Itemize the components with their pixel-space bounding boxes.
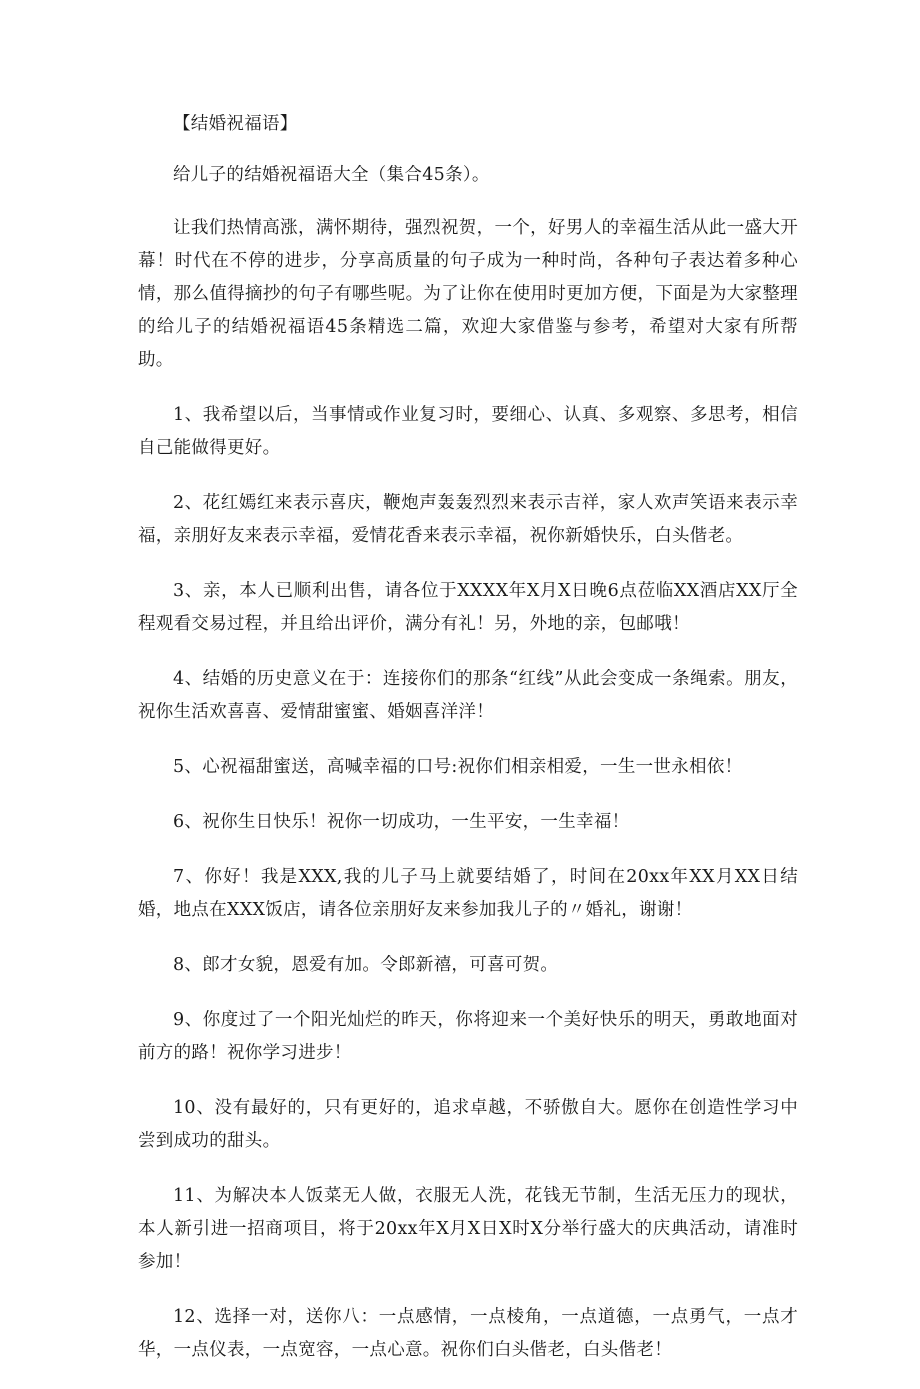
document-page xyxy=(138,108,798,1389)
list-item-9: 9、你度过了一个阳光灿烂的昨天，你将迎来一个美好快乐的明天，勇敢地面对前方的路！祝你学习进步！ xyxy=(138,1010,798,1063)
document-heading: 【结婚祝福语】 xyxy=(173,114,298,134)
list-item-1: 1、我希望以后，当事情或作业复习时，要细心、认真、多观察、多思考，相信自己能做得更好。 xyxy=(138,405,798,458)
list-item-7: 7、你好！我是XXX,我的儿子马上就要结婚了，时间在20xx年XX月XX日结婚，地点在XXX饭店，请各位亲朋好友来参加我儿子的〃婚礼，谢谢！ xyxy=(138,867,798,920)
list-item-11: 11、为解决本人饭菜无人做，衣服无人洗，花钱无节制，生活无压力的现状，本人新引进一招商项目，将于20xx年X月X日X时X分举行盛大的庆典活动，请准时参加！ xyxy=(138,1186,798,1272)
list-item-3: 3、亲，本人已顺利出售，请各位于XXXX年X月X日晚6点莅临XX酒店XX厅全程观看交易过程，并且给出评价，满分有礼！另，外地的亲，包邮哦！ xyxy=(138,581,798,634)
list-item-10: 10、没有最好的，只有更好的，追求卓越，不骄傲自大。愿你在创造性学习中尝到成功的甜头。 xyxy=(138,1098,798,1151)
document-subtitle: 给儿子的结婚祝福语大全（集合45条）。 xyxy=(173,165,490,185)
list-item-8: 8、郎才女貌，恩爱有加。令郎新禧，可喜可贺。 xyxy=(173,955,559,975)
list-item-2: 2、花红嫣红来表示喜庆，鞭炮声轰轰烈烈来表示吉祥，家人欢声笑语来表示幸福，亲朋好友来表示幸福，爱情花香来表示幸福，祝你新婚快乐，白头偕老。 xyxy=(138,493,798,546)
list-item-4: 4、结婚的历史意义在于：连接你们的那条“红线”从此会变成一条绳索。朋友，祝你生活欢喜喜、爱情甜蜜蜜、婚姻喜洋洋！ xyxy=(138,669,798,722)
list-item-12: 12、选择一对，送你八：一点感情，一点棱角，一点道德，一点勇气，一点才华，一点仪表，一点宽容，一点心意。祝你们白头偕老，白头偕老！ xyxy=(138,1307,798,1360)
list-item-5: 5、心祝福甜蜜送，高喊幸福的口号:祝你们相亲相爱，一生一世永相依！ xyxy=(173,757,743,777)
intro-paragraph: 让我们热情高涨，满怀期待，强烈祝贺，一个，好男人的幸福生活从此一盛大开幕！时代在不停的进步，分享高质量的句子成为一种时尚，各种句子表达着多种心情，那么值得摘抄的句子有哪些呢。为了让你在使用时更加方便，下面是为大家整理的给儿子的结婚祝福语45条精选二篇，欢迎大家借鉴与参考，希望对大家有所帮助。 xyxy=(138,218,798,370)
list-item-6: 6、祝你生日快乐！祝你一切成功，一生平安，一生幸福！ xyxy=(173,812,630,832)
